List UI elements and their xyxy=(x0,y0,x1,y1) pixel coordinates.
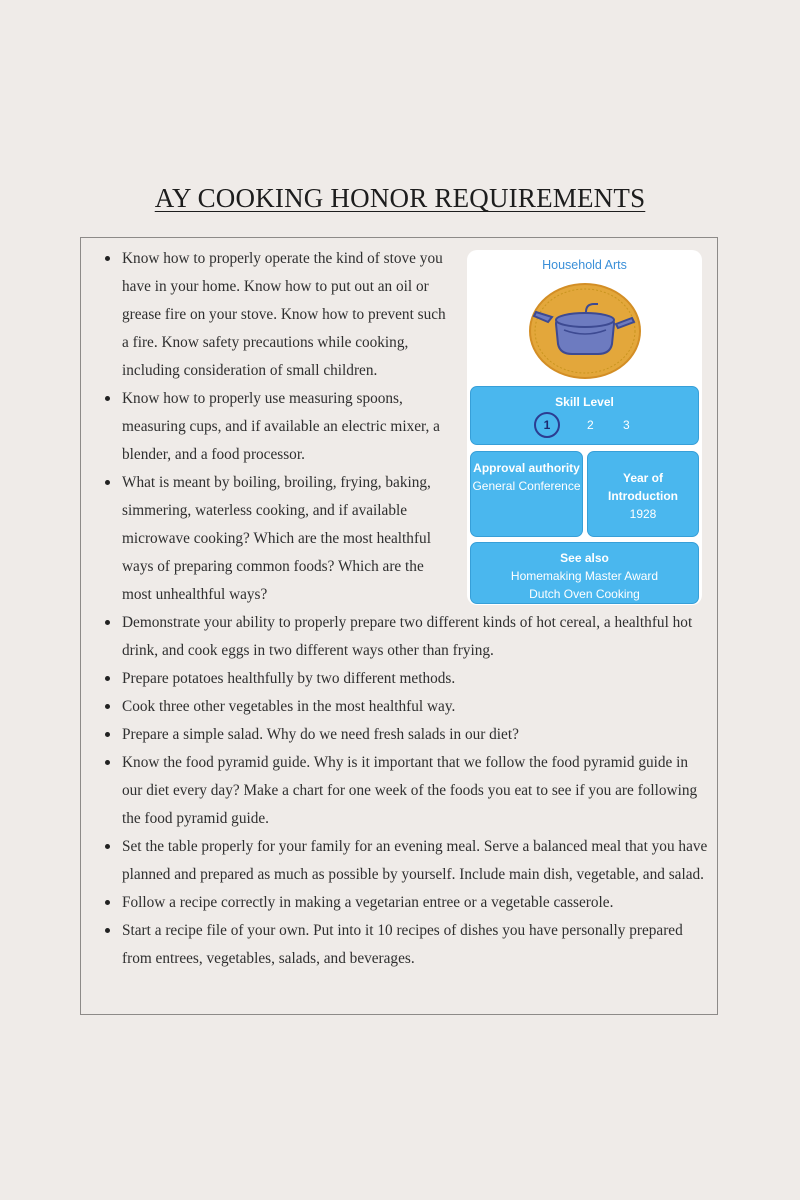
requirement-item: Know how to properly use measuring spoons, measuring cups, and if available an electric mixer, a blender, and a food processor. xyxy=(122,385,452,469)
see-also-link-homemaking[interactable]: Homemaking Master Award xyxy=(510,569,659,583)
intro-label: Year of Introduction xyxy=(608,471,678,503)
requirement-item: Know how to properly operate the kind of stove you have in your home. Know how to put out an oil or grease fire on your stove. Know how to prevent such a fire. Know safety precautions while cooking, including consideration of small children. xyxy=(122,245,452,385)
page-title: AY COOKING HONOR REQUIREMENTS xyxy=(154,183,646,213)
see-also-link-dutch-oven[interactable]: Dutch Oven Cooking xyxy=(529,587,640,601)
approval-label: Approval authority xyxy=(473,461,580,475)
cooking-pot-patch-icon xyxy=(528,282,642,385)
requirement-item: Set the table properly for your family for an evening meal. Serve a balanced meal that you have planned and prepared as much as possible by yourself. Include main dish, vegetable, and salad. xyxy=(122,833,712,889)
requirement-item: Cook three other vegetables in the most healthful way. xyxy=(122,693,712,721)
skill-level-box xyxy=(470,386,699,445)
honor-info-card xyxy=(467,250,702,605)
see-also-box xyxy=(470,542,699,604)
see-also-label: See also xyxy=(560,551,609,565)
requirement-item: Start a recipe file of your own. Put into it 10 recipes of dishes you have personally prepared from entrees, vegetables, salads, and beverages. xyxy=(122,917,712,973)
requirement-item: Prepare potatoes healthfully by two different methods. xyxy=(122,665,712,693)
intro-value: 1928 xyxy=(629,507,657,521)
requirements-list-top xyxy=(122,245,452,609)
approval-authority-box xyxy=(470,451,583,537)
requirement-item: What is meant by boiling, broiling, frying, baking, simmering, waterless cooking, and if available microwave cooking? Which are the most healthful ways of preparing common foods? Which are the most unhealthful ways? xyxy=(122,469,452,609)
requirement-item: Demonstrate your ability to properly prepare two different kinds of hot cereal, a healthful hot drink, and cook eggs in two different ways other than frying. xyxy=(122,609,712,665)
requirement-item: Know the food pyramid guide. Why is it important that we follow the food pyramid guide in our diet every day? Make a chart for one week of the foods you eat to see if you are following the food pyramid guide. xyxy=(122,749,712,833)
skill-level-2[interactable]: 2 xyxy=(587,418,594,432)
requirement-item: Follow a recipe correctly in making a vegetarian entree or a vegetable casserole. xyxy=(122,889,712,917)
requirement-item: Prepare a simple salad. Why do we need fresh salads in our diet? xyxy=(122,721,712,749)
year-of-introduction-box xyxy=(587,451,699,537)
skill-level-3[interactable]: 3 xyxy=(623,418,630,432)
skill-level-1[interactable]: 1 xyxy=(534,412,560,438)
category-link[interactable]: Household Arts xyxy=(542,258,627,272)
skill-level-label: Skill Level xyxy=(555,395,614,409)
approval-value: General Conference xyxy=(472,479,581,493)
requirements-list-bottom xyxy=(122,609,712,973)
